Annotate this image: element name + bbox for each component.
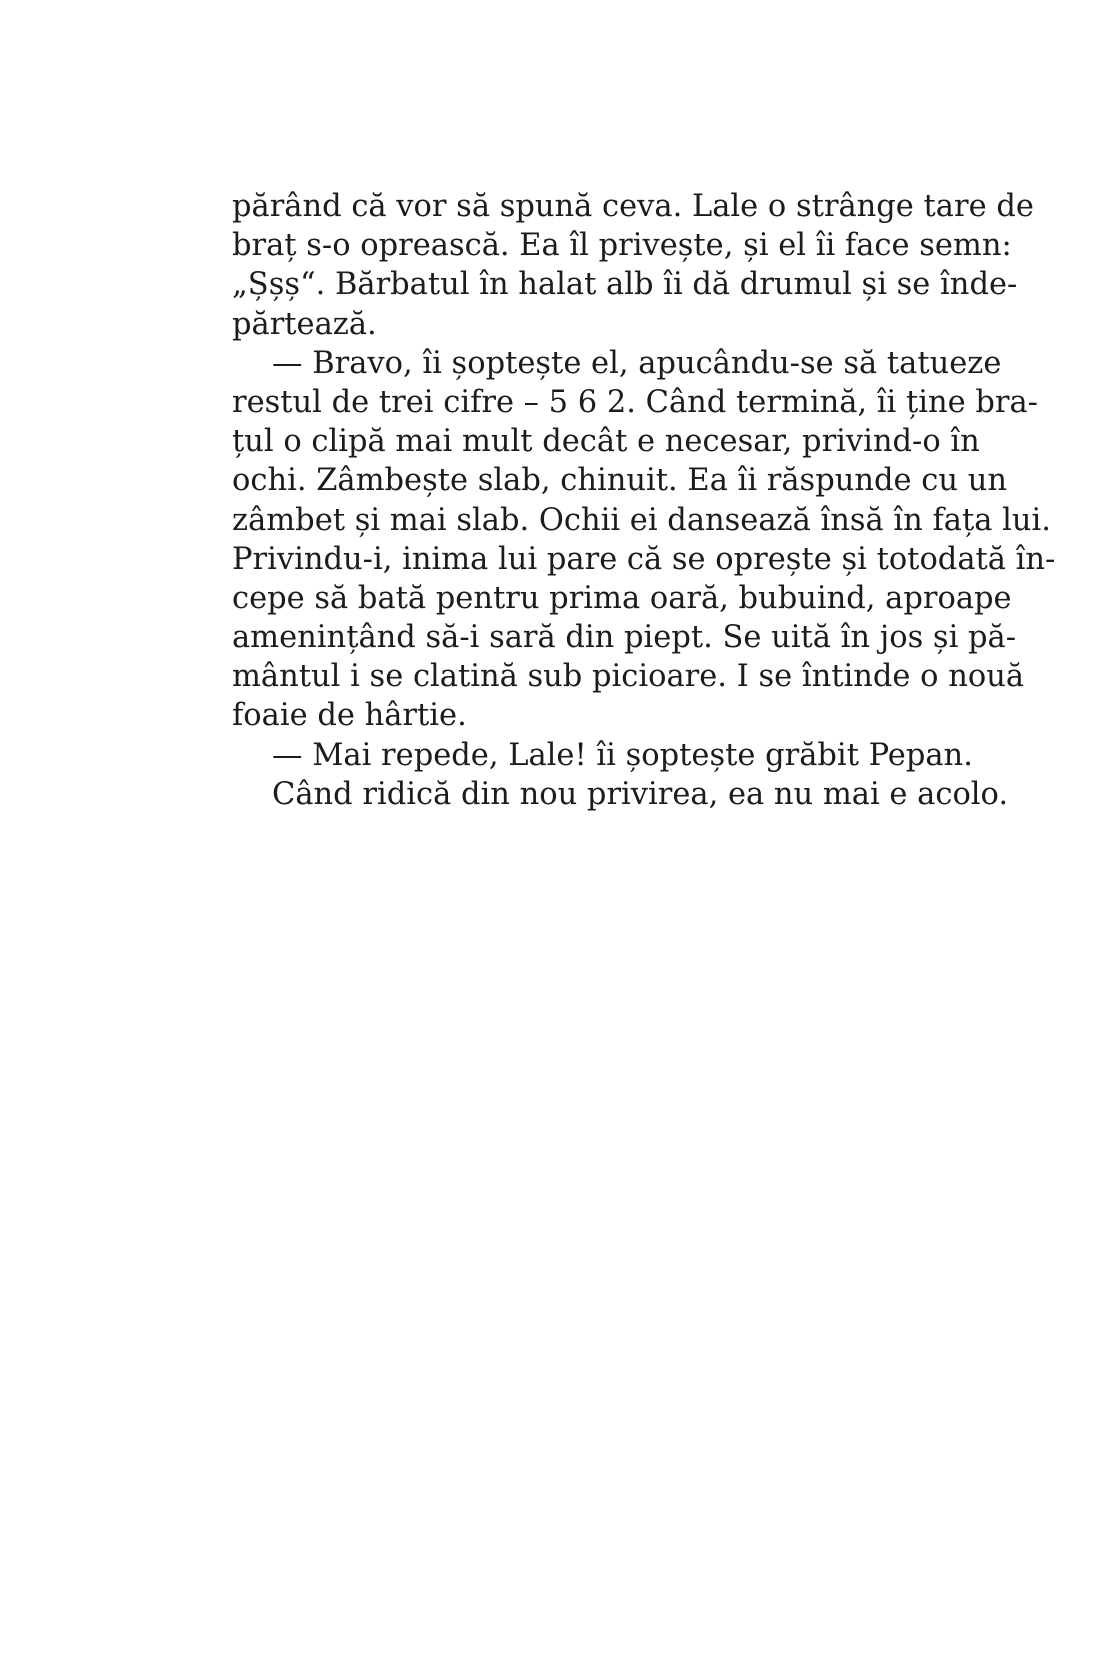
text-line: „Șșș“. Bărbatul în halat alb îi dă drumul și se înde-: [232, 267, 1018, 303]
text-line: — Mai repede, Lale! îi șoptește grăbit Pepan.: [272, 737, 973, 773]
text-line: restul de trei cifre – 5 6 2. Când termină, îi ține bra-: [232, 384, 1038, 420]
text-line: zâmbet și mai slab. Ochii ei dansează însă în fața lui.: [232, 502, 1051, 538]
text-line: foaie de hârtie.: [232, 698, 467, 734]
text-line: cepe să bată pentru prima oară, bubuind, aproape: [232, 580, 1012, 616]
text-line: — Bravo, îi șoptește el, apucându-se să tatueze: [272, 345, 1002, 381]
text-line: amenințând să-i sară din piept. Se uită în jos și pă-: [232, 620, 1017, 656]
text-line: braț s-o oprească. Ea îl privește, și el îi face semn:: [232, 228, 1012, 264]
text-line: mântul i se clatină sub picioare. I se întinde o nouă: [232, 659, 1025, 695]
text-line: ochi. Zâmbește slab, chinuit. Ea îi răspunde cu un: [232, 463, 1007, 499]
text-line: țul o clipă mai mult decât e necesar, privind-o în: [232, 424, 980, 460]
text-line: Privindu-i, inima lui pare că se oprește și totodată în-: [232, 541, 1056, 577]
text-line: părtează.: [232, 306, 377, 342]
text-line: Când ridică din nou privirea, ea nu mai e acolo.: [272, 776, 1009, 812]
text-line: părând că vor să spună ceva. Lale o strânge tare de: [232, 189, 1034, 224]
body-text: [232, 187, 1056, 814]
